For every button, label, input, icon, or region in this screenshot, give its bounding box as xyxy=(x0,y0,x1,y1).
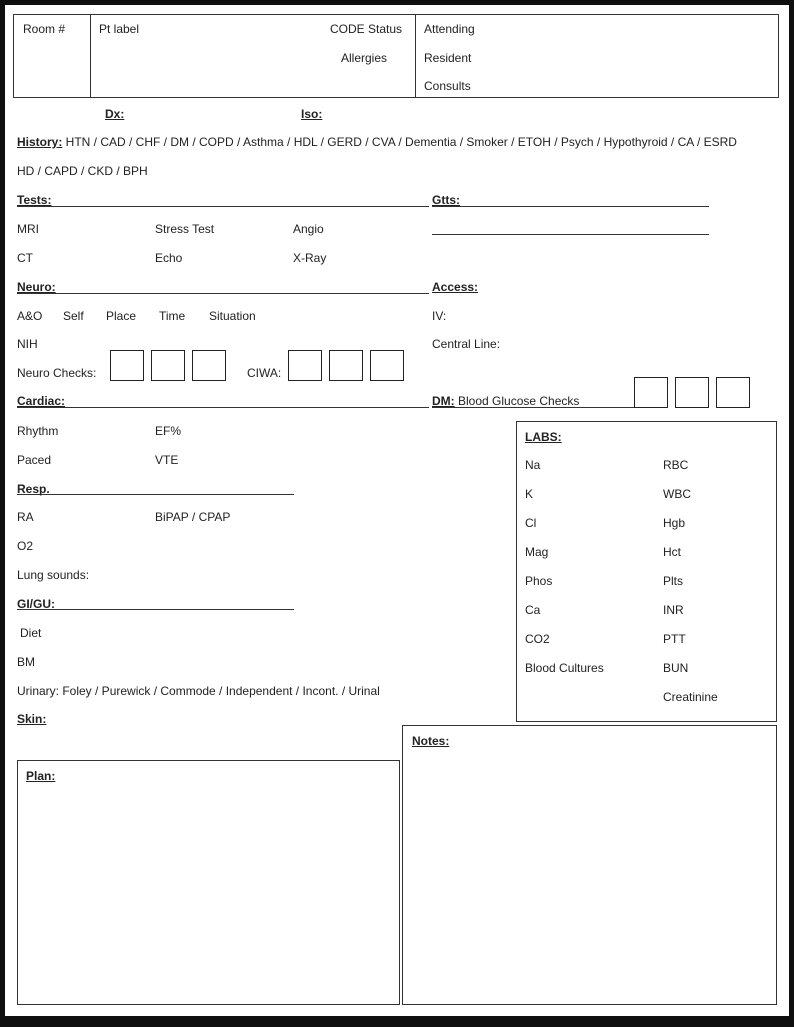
header-divider-1 xyxy=(90,14,91,98)
lab-item-left: Phos xyxy=(525,574,553,588)
glucose-check-box[interactable] xyxy=(675,377,709,408)
access-iv: IV: xyxy=(432,309,447,323)
lab-item-left: CO2 xyxy=(525,632,550,646)
access-central-line: Central Line: xyxy=(432,337,501,351)
patient-label: Pt label xyxy=(99,22,140,36)
resp-o2: O2 xyxy=(17,539,34,553)
lab-item-right: Hgb xyxy=(663,516,686,530)
allergies-label: Allergies xyxy=(341,51,388,65)
neuro-label: Neuro: xyxy=(17,280,56,294)
cardiac-paced: Paced xyxy=(17,453,52,467)
lab-item-right: Creatinine xyxy=(663,690,718,704)
gigu-label: GI/GU: xyxy=(17,597,55,611)
ciwa-box[interactable] xyxy=(288,350,322,381)
lab-item-right: Plts xyxy=(663,574,684,588)
resp-label: Resp. xyxy=(17,482,50,496)
iso-label: Iso: xyxy=(301,107,323,121)
consults-label: Consults xyxy=(424,79,471,93)
lab-item-left: K xyxy=(525,487,534,501)
lab-item-right: Hct xyxy=(663,545,681,559)
history-label: History: xyxy=(17,135,63,149)
resp-ra: RA xyxy=(17,510,34,524)
access-label: Access: xyxy=(432,280,479,294)
test-xray: X-Ray xyxy=(293,251,327,265)
resp-rule xyxy=(17,494,294,495)
gtts-rule-2 xyxy=(432,234,709,235)
test-ct: CT xyxy=(17,251,33,265)
dm-label: DM: xyxy=(432,394,455,408)
lab-item-right: INR xyxy=(663,603,684,617)
lab-item-left: Na xyxy=(525,458,541,472)
nursing-report-sheet xyxy=(5,5,789,1016)
test-mri: MRI xyxy=(17,222,39,236)
neuro-self: Self xyxy=(63,309,84,323)
resp-lung-sounds: Lung sounds: xyxy=(17,568,90,582)
test-echo: Echo xyxy=(155,251,183,265)
lab-item-right: WBC xyxy=(663,487,691,501)
lab-item-left: Mag xyxy=(525,545,549,559)
history-conditions: HTN / CAD / CHF / DM / COPD / Asthma / HDL / GERD / CVA / Dementia / Smoker / ETOH / Psych / Hypothyroid / CA / ESRD xyxy=(62,135,737,149)
tests-label: Tests: xyxy=(17,193,52,207)
neuro-checks-label: Neuro Checks: xyxy=(17,366,97,380)
neuro-ao: A&O xyxy=(17,309,43,323)
dx-label: Dx: xyxy=(105,107,125,121)
resp-bipap: BiPAP / CPAP xyxy=(155,510,231,524)
gigu-diet: Diet xyxy=(20,626,42,640)
code-status-label: CODE Status xyxy=(330,22,403,36)
neuro-nih: NIH xyxy=(17,337,38,351)
cardiac-ef: EF% xyxy=(155,424,182,438)
gtts-rule-1 xyxy=(432,206,709,207)
gtts-label: Gtts: xyxy=(432,193,460,207)
neuro-rule xyxy=(17,293,429,294)
labs-title: LABS: xyxy=(525,430,562,444)
dm-rule xyxy=(432,407,636,408)
lab-item-left: Ca xyxy=(525,603,541,617)
cardiac-label: Cardiac: xyxy=(17,394,66,408)
attending-label: Attending xyxy=(424,22,475,36)
neuro-check-box[interactable] xyxy=(192,350,226,381)
labs-box xyxy=(516,421,777,722)
cardiac-rhythm: Rhythm xyxy=(17,424,59,438)
lab-item-right: PTT xyxy=(663,632,686,646)
dm-line xyxy=(432,394,579,408)
neuro-situation: Situation xyxy=(209,309,256,323)
ciwa-box[interactable] xyxy=(370,350,404,381)
neuro-check-box[interactable] xyxy=(110,350,144,381)
skin-label: Skin: xyxy=(17,712,47,726)
neuro-check-box[interactable] xyxy=(151,350,185,381)
plan-box[interactable] xyxy=(17,760,400,1005)
gigu-rule xyxy=(17,609,294,610)
cardiac-vte: VTE xyxy=(155,453,179,467)
gigu-urinary: Urinary: Foley / Purewick / Commode / Independent / Incont. / Urinal xyxy=(17,684,380,698)
lab-item-left: Blood Cultures xyxy=(525,661,604,675)
plan-label: Plan: xyxy=(26,769,56,783)
test-stress: Stress Test xyxy=(155,222,215,236)
resident-label: Resident xyxy=(424,51,472,65)
room-number-label: Room # xyxy=(23,22,66,36)
lab-item-right: BUN xyxy=(663,661,689,675)
lab-item-left: Cl xyxy=(525,516,537,530)
neuro-place: Place xyxy=(106,309,137,323)
test-angio: Angio xyxy=(293,222,324,236)
glucose-check-box[interactable] xyxy=(634,377,668,408)
tests-rule xyxy=(17,206,429,207)
ciwa-box[interactable] xyxy=(329,350,363,381)
history-line xyxy=(17,135,737,149)
header-divider-2 xyxy=(415,14,416,98)
dm-glucose-checks: Blood Glucose Checks xyxy=(454,394,580,408)
cardiac-rule xyxy=(17,407,429,408)
gigu-bm: BM xyxy=(17,655,35,669)
ciwa-label: CIWA: xyxy=(247,366,282,380)
glucose-check-box[interactable] xyxy=(716,377,750,408)
neuro-time: Time xyxy=(159,309,186,323)
notes-label: Notes: xyxy=(412,734,450,748)
lab-item-right: RBC xyxy=(663,458,689,472)
notes-box[interactable] xyxy=(402,725,777,1005)
history-conditions-cont: HD / CAPD / CKD / BPH xyxy=(17,164,148,178)
